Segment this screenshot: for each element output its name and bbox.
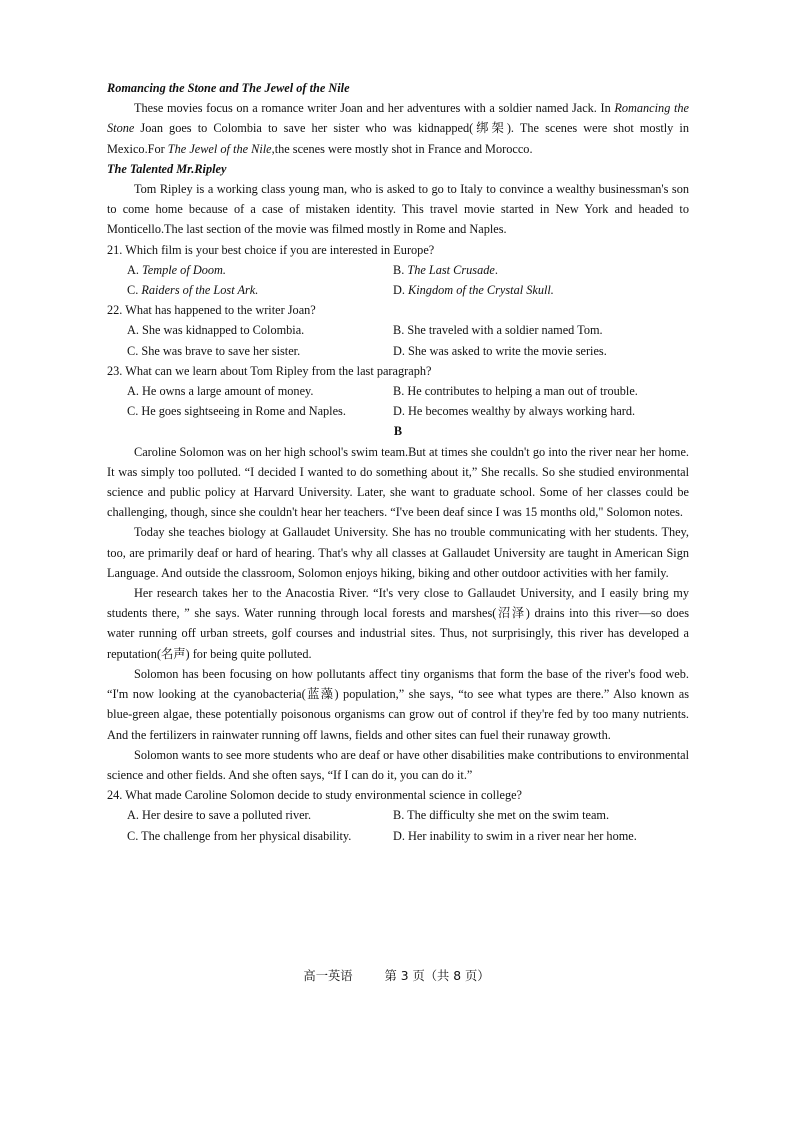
paragraph-romancing: These movies focus on a romance writer Joan and her adventures with a soldier named Jack. In Romancing the Stone Joan goes to Colombia to save her sister who was kidnapped(绑架). The scenes were shot mostly in Mexico.For The Jewel of the Nile,the scenes were mostly shot in France and Morocco.: [107, 101, 689, 156]
option-24-d: D. Her inability to swim in a river near her home.: [393, 828, 637, 843]
option-24-b: B. The difficulty she met on the swim team.: [393, 808, 610, 823]
option-24-c: C. The challenge from her physical disability.: [127, 828, 352, 843]
paragraph-b5: Solomon wants to see more students who are deaf or have other disabilities make contributions to environmental science and other fields. And she often says, “If I can do it, you can do it.”: [107, 747, 689, 782]
question-22-stem: 22. What has happened to the writer Joan?: [107, 303, 316, 318]
option-21-c: C. Raiders of the Lost Ark.: [127, 283, 259, 298]
option-22-c: C. She was brave to save her sister.: [127, 343, 301, 358]
question-23-options: [107, 381, 689, 421]
option-21-b: B. The Last Crusade.: [393, 262, 498, 277]
page-content: [107, 78, 689, 846]
option-21-a: A. Temple of Doom.: [127, 262, 226, 277]
option-22-d: D. She was asked to write the movie series.: [393, 343, 607, 358]
footer-page-number: 第 3 页（共 8 页）: [384, 969, 490, 983]
paragraph-b1: Caroline Solomon was on her high school's swim team.But at times she couldn't go into the river near her home. It was simply too polluted. “I decided I wanted to do something about it,” She recalls. So she studied environmental science and public policy at Harvard University. Later, she want to graduate school. Some of her classes could be challenging, though, since she couldn't hear her teachers. “I've been deaf since I was 15 months old," Solomon notes.: [107, 444, 689, 520]
option-21-d: D. Kingdom of the Crystal Skull.: [393, 283, 554, 298]
section-title-romancing: Romancing the Stone and The Jewel of the Nile: [107, 81, 350, 95]
page-footer: [0, 966, 793, 984]
option-23-b: B. He contributes to helping a man out of trouble.: [393, 384, 638, 399]
footer-subject: 高一英语: [303, 969, 353, 983]
option-22-a: A. She was kidnapped to Colombia.: [127, 323, 305, 338]
option-22-b: B. She traveled with a soldier named Tom.: [393, 323, 603, 338]
paragraph-b3: Her research takes her to the Anacostia River. “It's very close to Gallaudet University, and I easily bring my students there, ” she says. Water running through local forests and marshes(沼泽) drains into this river—so does water running off urban streets, golf courses and industrial sites. Thus, not surprisingly, this river has developed a reputation(名声) for being quite polluted.: [107, 586, 689, 661]
section-title-ripley: The Talented Mr.Ripley: [107, 161, 227, 176]
question-21-options: [107, 260, 689, 300]
question-24-stem: 24. What made Caroline Solomon decide to study environmental science in college?: [107, 788, 523, 803]
option-24-a: A. Her desire to save a polluted river.: [127, 808, 312, 823]
section-heading-b: B: [393, 424, 403, 439]
paragraph-b4: Solomon has been focusing on how pollutants affect tiny organisms that form the base of the river's food web. “I'm now looking at the cyanobacteria(蓝藻) population,” she says, “to see what types are there.” Also known as blue-green algae, these potentially poisonous organisms can grow out of control if they're fed by too many nutrients. And the fertilizers in rainwater running off lawns, fields and other sites can fuel their runaway growth.: [107, 666, 689, 742]
question-22-options: [107, 320, 689, 360]
paragraph-ripley: Tom Ripley is a working class young man, who is asked to go to Italy to convince a wealthy businessman's son to come home because of a case of mistaken identity. This travel movie started in New York and headed to Monticello.The last section of the movie was filmed mostly in Rome and Naples.: [107, 182, 689, 237]
option-23-a: A. He owns a large amount of money.: [127, 384, 314, 399]
question-24-options: [107, 805, 689, 845]
question-21-stem: 21. Which film is your best choice if you are interested in Europe?: [107, 242, 435, 257]
paragraph-b2: Today she teaches biology at Gallaudet University. She has no trouble communicating with her students. They, too, are primarily deaf or hard of hearing. That's why all classes at Gallaudet University are taught in American Sign Language. And outside the classroom, Solomon enjoys hiking, biking and other outdoor activities with her family.: [107, 525, 689, 580]
option-23-c: C. He goes sightseeing in Rome and Naples.: [127, 404, 346, 419]
question-23-stem: 23. What can we learn about Tom Ripley from the last paragraph?: [107, 363, 432, 378]
option-23-d: D. He becomes wealthy by always working hard.: [393, 404, 636, 419]
